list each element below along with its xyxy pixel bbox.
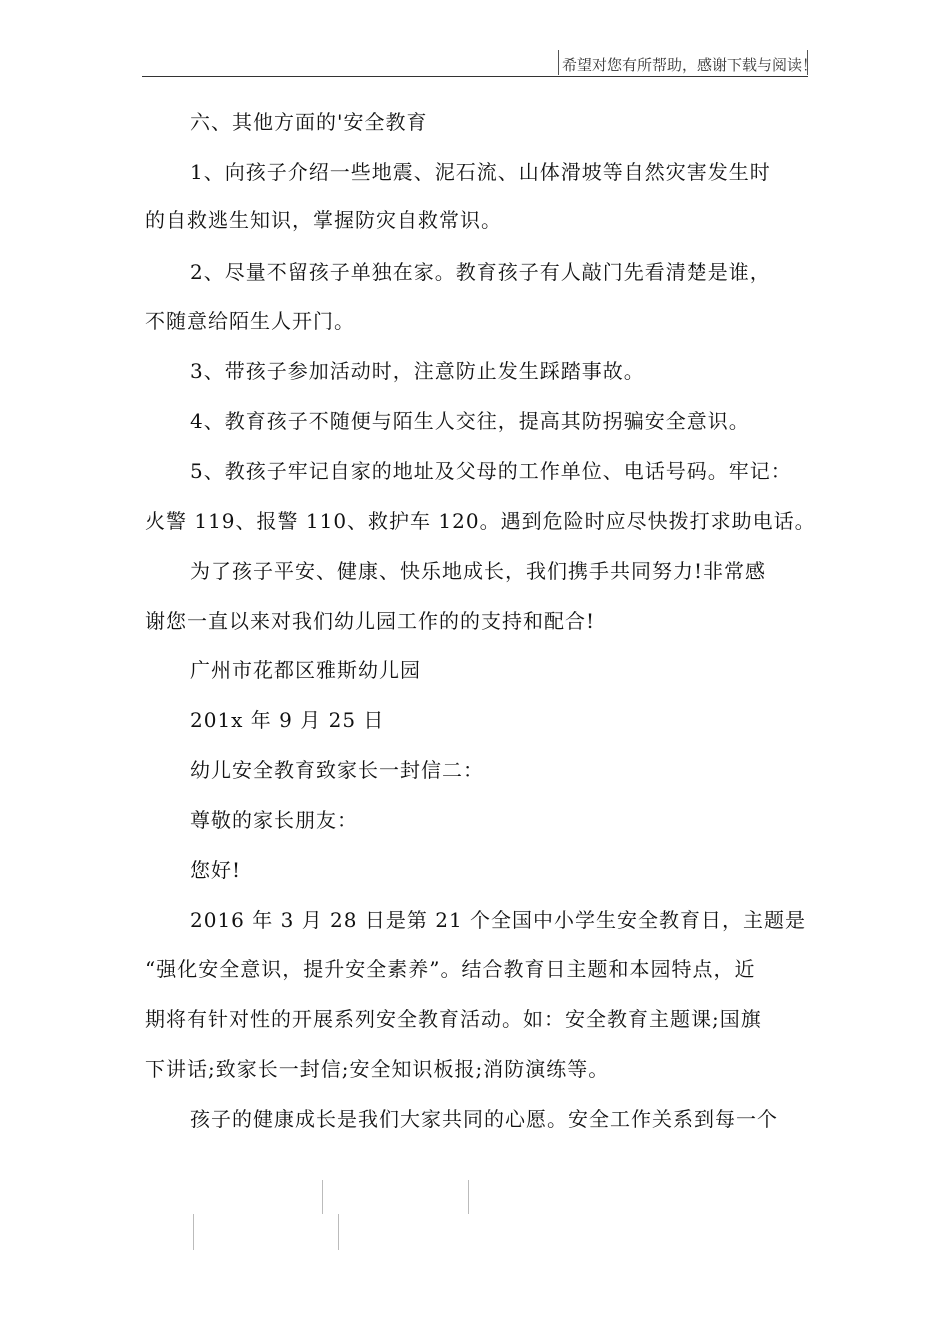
greeting: 您好!: [190, 858, 242, 882]
page-fragment-mark: [322, 1180, 323, 1214]
page-fragment-mark: [338, 1214, 339, 1250]
paragraph-line: 谢您一直以来对我们幼儿园工作的的支持和配合!: [145, 609, 596, 633]
paragraph-line: 孩子的健康成长是我们大家共同的心愿。安全工作关系到每一个: [190, 1107, 778, 1131]
paragraph-line: 的自救逃生知识，掌握防灾自救常识。: [145, 208, 502, 232]
paragraph-line: 4、教育孩子不随便与陌生人交往，提高其防拐骗安全意识。: [190, 409, 750, 433]
paragraph-line: 3、带孩子参加活动时，注意防止发生踩踏事故。: [190, 359, 645, 383]
paragraph-line: 2016 年 3 月 28 日是第 21 个全国中小学生安全教育日，主题是: [190, 908, 807, 932]
page-fragment-mark: [193, 1214, 194, 1250]
paragraph-line: 不随意给陌生人开门。: [145, 309, 355, 333]
paragraph-line: 2、尽量不留孩子单独在家。教育孩子有人敲门先看清楚是谁，: [190, 260, 771, 284]
paragraph-line: 期将有针对性的开展系列安全教育活动。如：安全教育主题课;国旗: [145, 1007, 762, 1031]
signature-date: 201x 年 9 月 25 日: [190, 708, 385, 732]
paragraph-line: “强化安全意识，提升安全素养”。结合教育日主题和本园特点，近: [145, 957, 756, 981]
header-note: 希望对您有所帮助，感谢下载与阅读！: [562, 56, 818, 74]
letter-two-title: 幼儿安全教育致家长一封信二：: [190, 758, 484, 782]
salutation: 尊敬的家长朋友：: [190, 808, 358, 832]
header-rule: [142, 76, 808, 77]
paragraph-line: 为了孩子平安、健康、快乐地成长，我们携手共同努力!非常感: [190, 559, 767, 583]
paragraph-line: 5、教孩子牢记自家的地址及父母的工作单位、电话号码。牢记：: [190, 459, 792, 483]
paragraph-line: 火警 119、报警 110、救护车 120。遇到危险时应尽快拨打求助电话。: [145, 509, 816, 533]
section-heading-other-safety: 六、其他方面的'安全教育: [190, 110, 428, 134]
paragraph-line: 1、向孩子介绍一些地震、泥石流、山体滑坡等自然灾害发生时: [190, 160, 771, 184]
signature-organization: 广州市花都区雅斯幼儿园: [190, 658, 421, 682]
paragraph-line: 下讲话;致家长一封信;安全知识板报;消防演练等。: [145, 1057, 610, 1081]
page-fragment-mark: [468, 1180, 469, 1214]
